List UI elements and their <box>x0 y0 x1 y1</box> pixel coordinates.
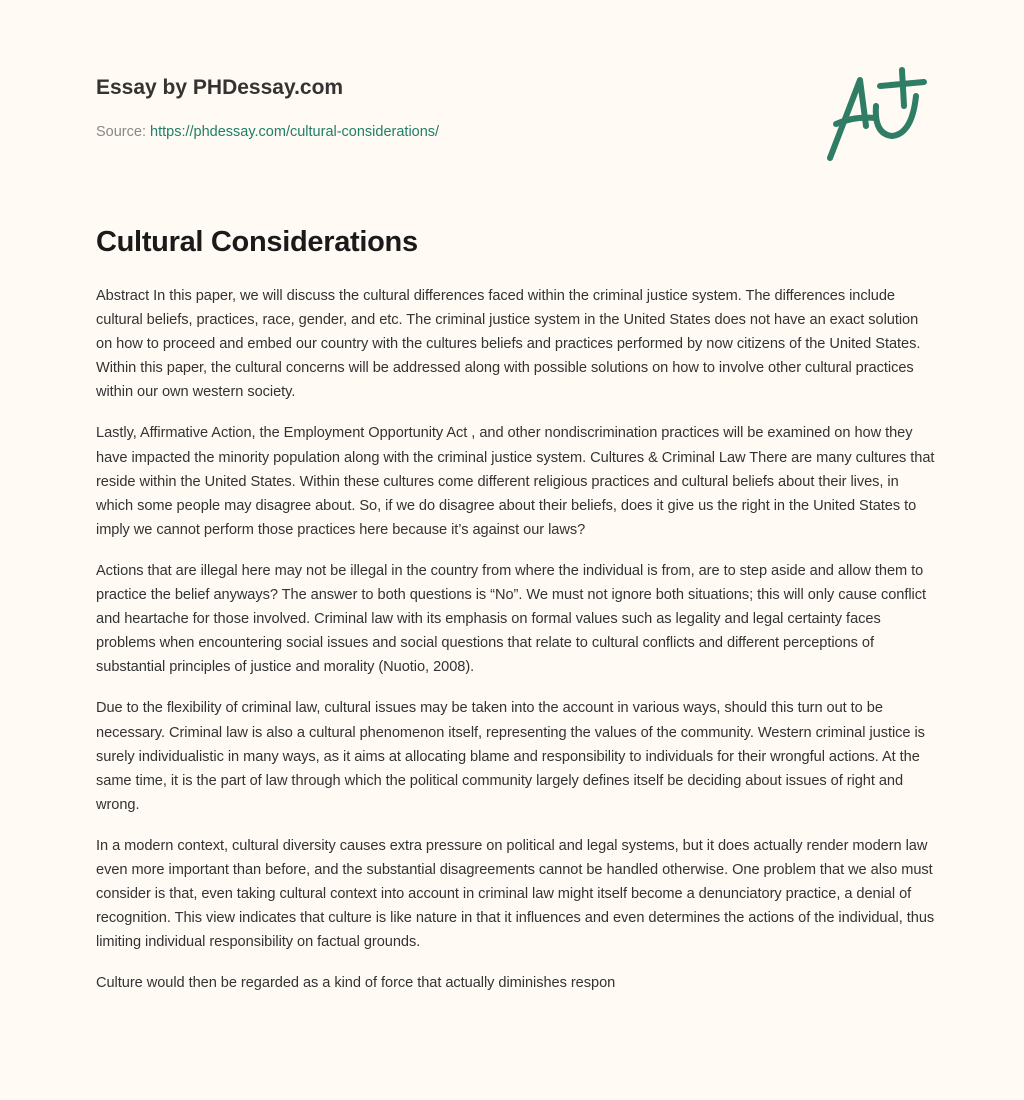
page-title: Cultural Considerations <box>96 226 418 258</box>
source-link[interactable]: https://phdessay.com/cultural-considerations/ <box>150 124 440 140</box>
paragraph: Actions that are illegal here may not be illegal in the country from where the individual is from, are to step aside and allow them to practice the belief anyways? The answer to both questions is “No”. We must not ignore both situations; this will only cause conflict and heartache for those involved. Criminal law with its emphasis on formal values such as legality and legal certainty faces problems when encountering social issues and social questions that relate to cultural conflicts and different perceptions of substantial principles of justice and morality (Nuotio, 2008). <box>96 562 926 676</box>
site-brand: Essay by PHDessay.com <box>96 76 344 99</box>
paragraph: Culture would then be regarded as a kind of force that actually diminishes respon <box>96 975 616 992</box>
a-plus-logo <box>820 66 930 166</box>
paragraph: Due to the flexibility of criminal law, cultural issues may be taken into the account in various ways, should this turn out to be necessary. Criminal law is also a cultural phenomenon itself, representing the values of the community. Western criminal justice is surely individualistic in many ways, as it aims at allocating blame and responsibility to individuals for their wrongful actions. At the same time, it is the part of law through which the political community largely defines itself be deciding about issues of right and wrong. <box>96 700 925 813</box>
article-body <box>96 284 938 1012</box>
paragraph: Lastly, Affirmative Action, the Employment Opportunity Act , and other nondiscrimination practices will be examined on how they have impacted the minority population along with the criminal justice system. Cultures & Criminal Law There are many cultures that reside within the United States. Within these cultures come different religious practices and cultural beliefs about their lives, in which some people may disagree about. So, if we do disagree about their beliefs, does it give us the right in the United States to imply we cannot perform those practices here because it’s against our laws? <box>96 425 935 538</box>
source-label: Source: <box>96 124 146 140</box>
paragraph: In a modern context, cultural diversity causes extra pressure on political and legal systems, but it does actually render modern law even more important than before, and the substantial disagreements cannot be handled otherwise. One problem that we also must consider is that, even taking cultural context into account in criminal law might itself become a denunciatory practice, a denial of recognition. This view indicates that culture is like nature in that it influences and even determines the actions of the individual, thus limiting individual responsibility on factual grounds. <box>96 837 935 951</box>
paragraph: Abstract In this paper, we will discuss the cultural differences faced within the criminal justice system. The differences include cultural beliefs, practices, race, gender, and etc. The criminal justice system in the United States does not have an exact solution on how to proceed and embed our country with the cultures beliefs and practices performed by now citizens of the United States. Within this paper, the cultural concerns will be addressed along with possible solutions on how to involve other cultural practices within our own western society. <box>96 288 921 401</box>
source-line <box>96 124 439 140</box>
